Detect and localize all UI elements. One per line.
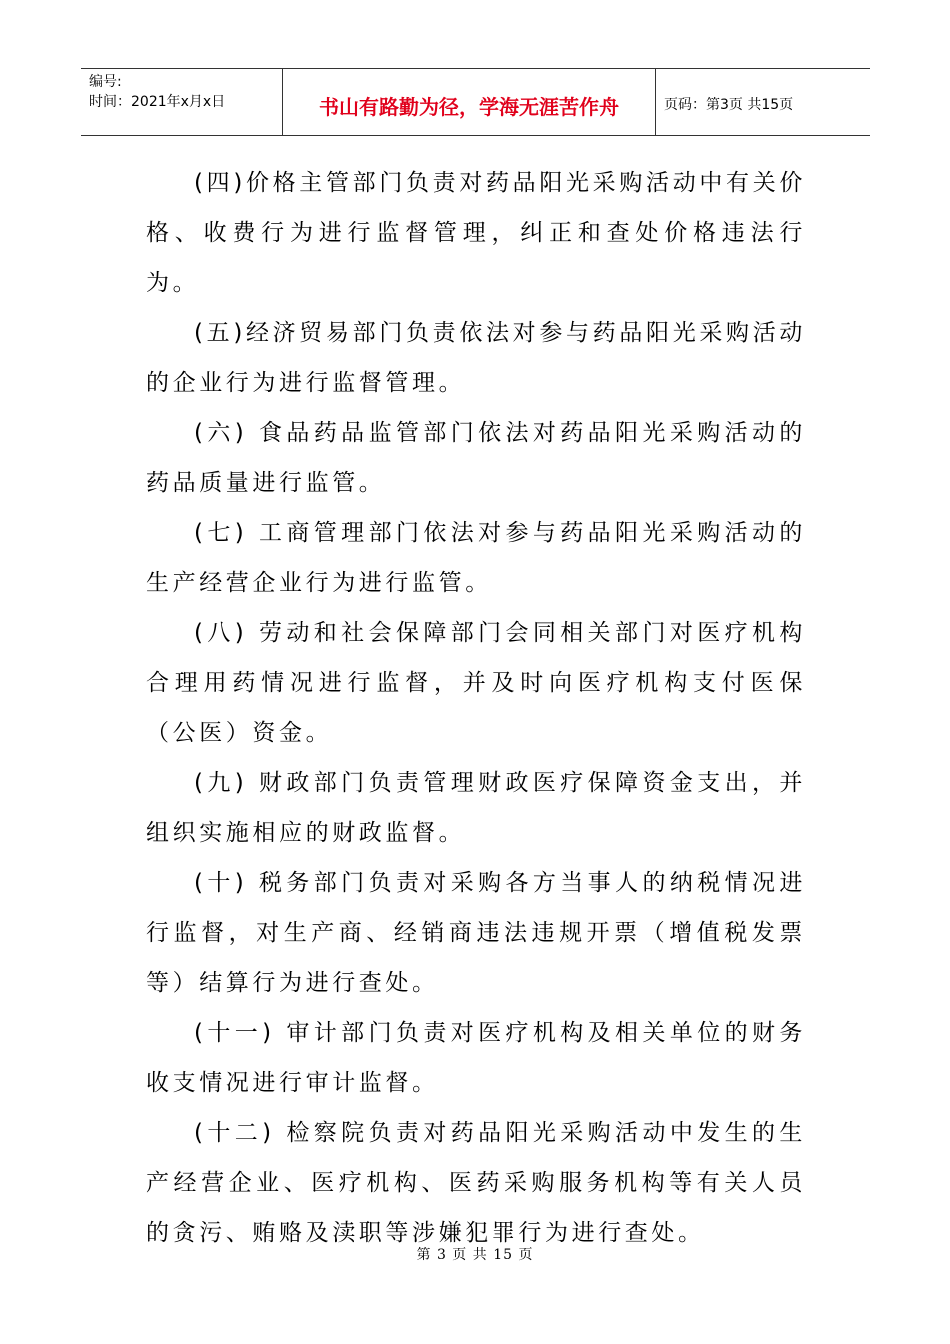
page-footer: 第 3 页 共 15 页 bbox=[416, 1247, 534, 1263]
paragraph: (十二) 检察院负责对药品阳光采购活动中发生的生产经营企业、医疗机构、医药采购服务机构等有关人员的贪污、贿赂及渎职等涉嫌犯罪行为进行查处。 bbox=[146, 1120, 806, 1246]
paragraph: (四)价格主管部门负责对药品阳光采购活动中有关价格、收费行为进行监督管理，纠正和查处价格违法行为。 bbox=[146, 170, 806, 296]
paragraph: (六) 食品药品监管部门依法对药品阳光采购活动的药品质量进行监管。 bbox=[146, 420, 806, 496]
paragraph: (九) 财政部门负责管理财政医疗保障资金支出，并组织实施相应的财政监督。 bbox=[146, 770, 806, 846]
page-header bbox=[81, 68, 870, 136]
header-motto: 书山有路勤为径，学海无涯苦作舟 bbox=[283, 69, 656, 135]
time-label: 时间：2021年x月x日 bbox=[89, 94, 226, 110]
paragraph: (十一) 审计部门负责对医疗机构及相关单位的财务收支情况进行审计监督。 bbox=[146, 1020, 806, 1096]
paragraph: (七) 工商管理部门依法对参与药品阳光采购活动的生产经营企业行为进行监管。 bbox=[146, 520, 806, 596]
paragraph: (五)经济贸易部门负责依法对参与药品阳光采购活动的企业行为进行监督管理。 bbox=[146, 320, 806, 396]
paragraph: (十) 税务部门负责对采购各方当事人的纳税情况进行监督，对生产商、经销商违法违规开票（增值税发票等）结算行为进行查处。 bbox=[146, 870, 806, 996]
paragraph: (八) 劳动和社会保障部门会同相关部门对医疗机构合理用药情况进行监督，并及时向医疗机构支付医保（公医）资金。 bbox=[146, 620, 806, 746]
document-body bbox=[146, 158, 806, 1258]
header-page-info: 页码：第3页 共15页 bbox=[664, 97, 794, 113]
header-meta bbox=[81, 69, 283, 135]
serial-label: 编号: bbox=[89, 74, 122, 90]
